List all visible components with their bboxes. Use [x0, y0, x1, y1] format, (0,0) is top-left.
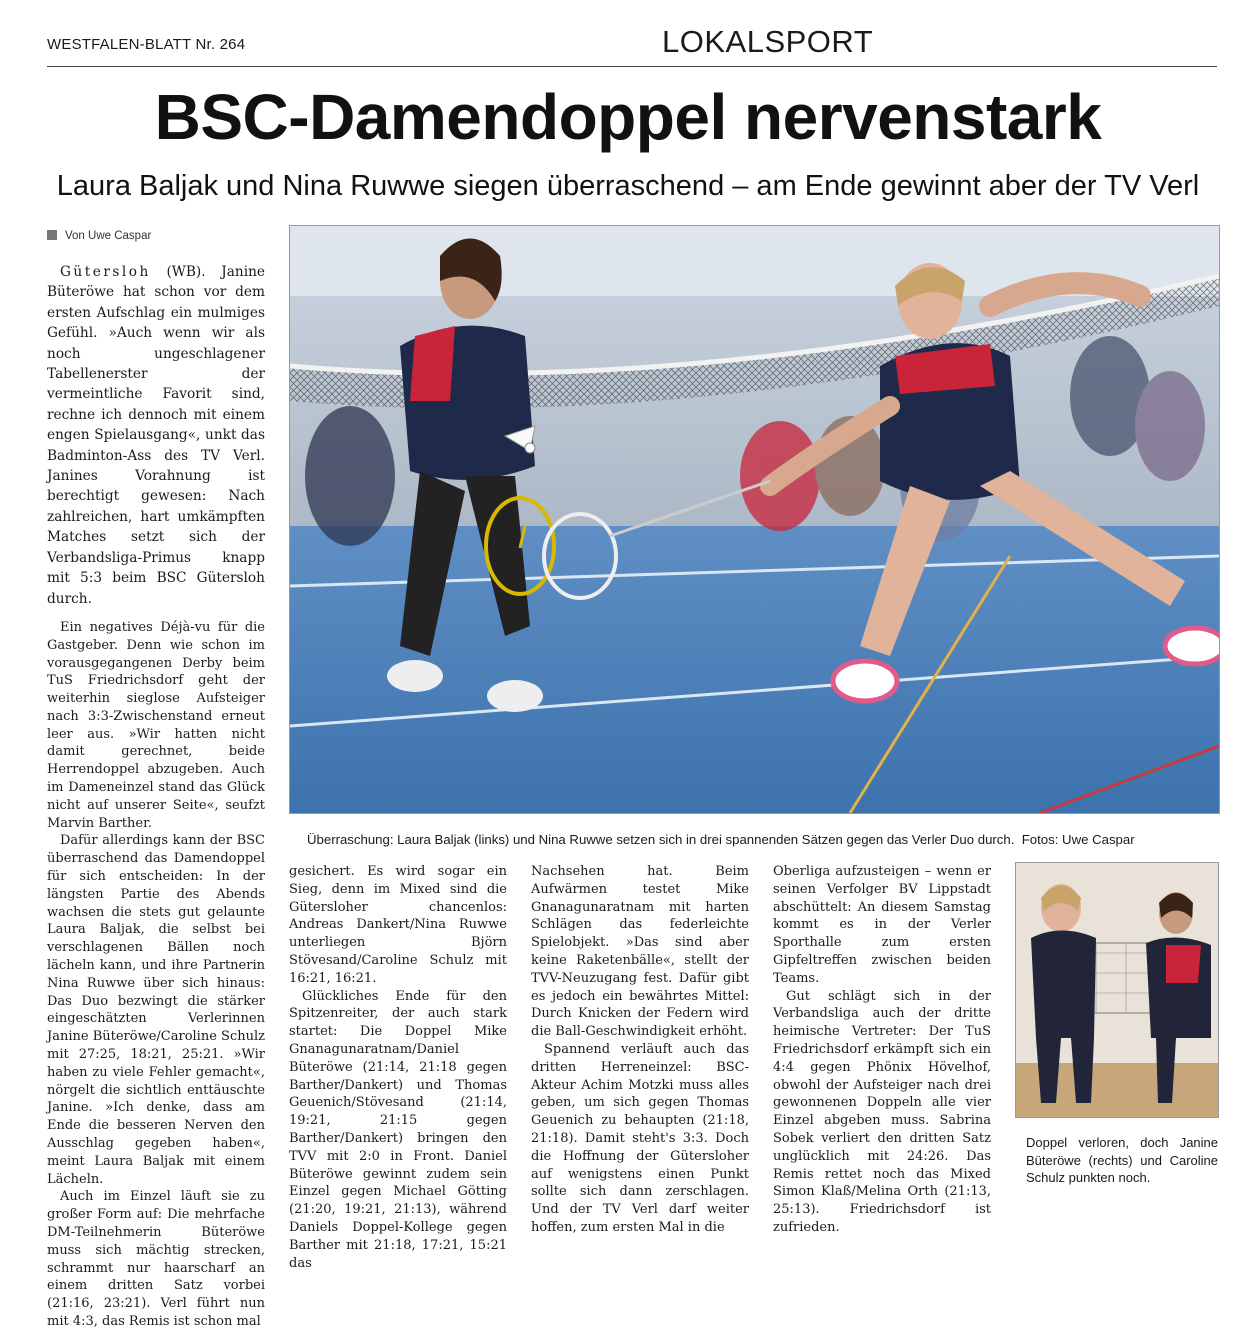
paragraph: Ein negatives Déjà-vu für die Gastgeber. Denn wie schon im vorausgegangenen Derby beim TuS Friedrichsdorf geht der weiterhin sieglose Aufsteiger nach 3:3-Zwischenstand erneut leer aus. »Wir hatten nicht damit gerechnet, beide Herrendoppel abzugeben. Auch im Dameneinzel stand das Glück nicht auf unserer Seite«, seufzt Marvin Barther.: [47, 619, 265, 831]
paragraph: Dafür allerdings kann der BSC überraschend das Damendoppel für sich entscheiden: In der längsten Partie des Abends wachsen die stets gut gelaunte Laura Baljak, die selbst bei verschlagenen Bällen noch lächeln kann, und ihre Partnerin Nina Ruwwe über sich hinaus: Das Duo bezwingt die stärker eingeschätzten Verlerinnen Janine Büteröwe/Caroline Schulz mit 27:25, 18:21, 25:21. »Wir haben zu viele Fehler gemacht«, nörgelt die sichtlich enttäuschte Janine. »Ich denke, dass am Ende die besseren Nerven den Ausschlag gegeben haben«, meint Laura Baljak mit einem Lächeln.: [47, 833, 265, 1187]
byline-marker: [47, 230, 57, 240]
lead-paragraph: [47, 262, 265, 609]
paragraph: Glückliches Ende für den Spitzenreiter, der auch stark startet: Die Doppel Mike Gnanagunaratnam/Daniel Büteröwe (21:14, 21:18 gegen Barther/Dankert) und Thomas Geuenich/Stövesand (21:14, 19:21, 21:15 gegen Barther/Dankert) bringen den TVV mit 2:0 in Front. Daniel Büteröwe gewinnt zudem sein Einzel gegen Michael Götting (21:20, 19:21, 21:13), während Daniels Doppel-Kollege gegen Barther mit 21:18, 17:21, 15:21 das: [289, 988, 507, 1271]
section-title: LOKALSPORT: [662, 24, 874, 59]
column-3: [531, 863, 749, 1237]
paragraph: gesichert. Es wird sogar ein Sieg, denn im Mixed sind die Gütersloher chancenlos: Andreas Dankert/Nina Ruwwe unterliegen Björn Stövesand/Caroline Schulz mit 16:21, 16:21.: [289, 864, 507, 986]
byline: [47, 230, 151, 242]
photo-credit: Fotos: Uwe Caspar: [1021, 832, 1135, 847]
column-1: [47, 262, 265, 1331]
column-4: [773, 863, 991, 1237]
headline: BSC-Damendoppel nervenstark: [154, 81, 1102, 153]
paragraph: Spannend verläuft auch das dritten Herreneinzel: BSC-Akteur Achim Motzki muss alles geben, um sich gegen Thomas Geuenich zu behaupten (21:18, 21:18). Damit steht's 3:3. Doch die Hoffnung der Gütersloher auf wenigstens einen Punkt sollte sich dann zerschlagen. Und der TV Verl darf weiter hoffen, zum ersten Mal in die: [531, 1041, 749, 1235]
subheadline: Laura Baljak und Nina Ruwwe siegen überraschend – am Ende gewinnt aber der TV Verl: [56, 170, 1200, 202]
paragraph: Gut schlägt sich in der Verbandsliga auch der dritte heimische Vertreter: Der TuS Friedrichsdorf erkämpft sich ein 4:4 gegen Phönix Hövelhof, obwohl der Aufsteiger nach drei gewonnenen Doppeln alle vier Einzel abgeben muss. Sabrina Sobek verliert den dritten Satz unglücklich mit 24:26. Das Remis rettet noch das Mixed Simon Klaß/Melina Orth (21:13, 25:13). Friedrichsdorf ist zufrieden.: [773, 988, 991, 1235]
dateline: Gütersloh: [60, 264, 151, 280]
byline-text: Von Uwe Caspar: [65, 230, 152, 242]
paragraph: Oberliga aufzusteigen – wenn er seinen Verfolger BV Lippstadt abschüttelt: An diesem Samstag kommt es in der Verler Sporthalle zum ersten Gipfeltreffen zwischen beiden Teams.: [773, 864, 991, 986]
main-photo-caption: [307, 832, 1135, 847]
lead-text: (WB). Janine Büteröwe hat schon vor dem ersten Aufschlag ein mulmiges Gefühl. »Auch wenn wir als noch ungeschlagener Tabellenerster der vermeintliche Favorit sind, rechne ich dennoch mit einem engen Spielausgang«, unkt das Badminton-Ass des TV Verl. Janines Vorahnung ist berechtigt gewesen: Nach zahlreichen, hart umkämpften Matches setzt sich der Verbandsliga-Primus knapp mit 5:3 beim BSC Gütersloh durch.: [47, 264, 265, 607]
secondary-photo-caption: Doppel verloren, doch Janine Büteröwe (rechts) und Caroline Schulz punkten noch.: [1026, 1135, 1218, 1185]
main-photo: [289, 225, 1220, 814]
secondary-photo: [1015, 862, 1219, 1118]
newspaper-issue: WESTFALEN-BLATT Nr. 264: [47, 36, 246, 53]
caption-text: Überraschung: Laura Baljak (links) und Nina Ruwwe setzen sich in drei spannenden Sätzen gegen das Verler Duo durch.: [307, 832, 1015, 847]
header-rule: [47, 66, 1217, 67]
doubles-pair-photo: [1016, 863, 1218, 1117]
column-2: [289, 863, 507, 1272]
badminton-match-photo: [290, 226, 1219, 813]
paragraph: Nachsehen hat. Beim Aufwärmen testet Mike Gnanagunaratnam mit harten Schlägen das federleichte Spielobjekt. »Das sind aber keine Raketenbälle«, stellt der TVV-Neuzugang fest. Dafür gibt es jedoch ein bewährtes Mittel: Durch Knicken der Federn wird die Ball-Geschwindigkeit erhöht.: [531, 864, 749, 1040]
paragraph: Auch im Einzel läuft sie zu großer Form auf: Die mehrfache DM-Teilnehmerin Büteröwe muss sich mächtig strecken, schrammt nur haarscharf an einem dritten Satz vorbei (21:16, 23:21). Verl führt nun mit 4:3, das Remis ist schon mal: [47, 1189, 265, 1329]
